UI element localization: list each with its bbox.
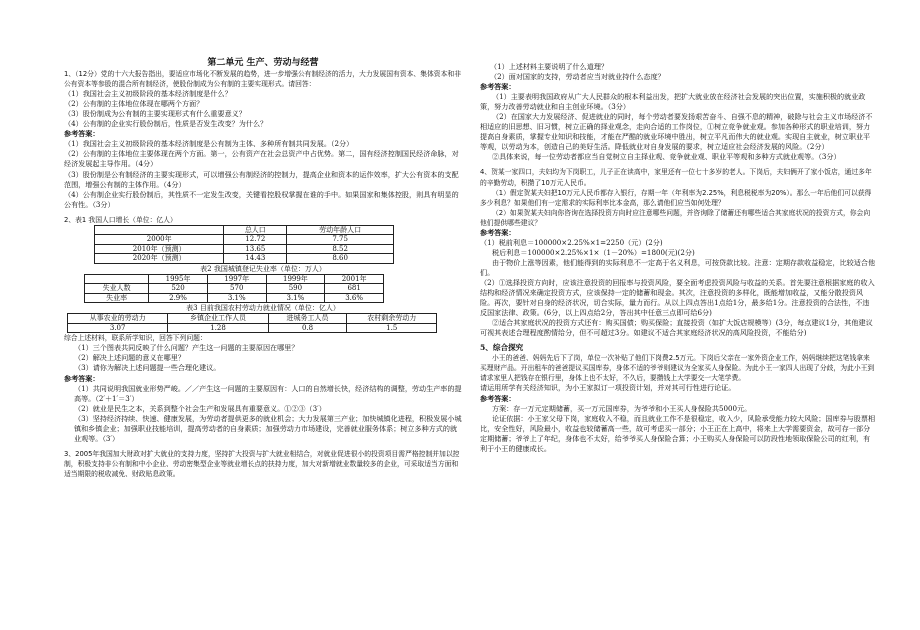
- table-cell: 8.52: [287, 244, 394, 254]
- table-cell: 2000年: [95, 235, 224, 245]
- q4-answer: （2）①选择投资方向时，应该注意投资的回报率与投资风险，要全面考虑投资风险与收益的关系。首先要注意根据家庭的收入结构和经济情况来确定投资方式，应该保持一定的储蓄和现金。其次，注意投资的多样化，既能增加收益，又能分散投资风险。再次，要针对自身的经济状况，切合实际，量力而行。从以上四点答出1点给1分，最多给1分。注意投资的合法性，不违反国家法律、政策。(6分，以上四点给2分，答出其中任意三点即可给6分): [480, 277, 875, 318]
- table-header: 1997年: [207, 274, 266, 284]
- table-cell: 12.72: [224, 235, 287, 245]
- unemployment-table: [84, 274, 384, 304]
- table-cell: 1.28: [168, 323, 268, 333]
- table-cell: 570: [207, 284, 266, 294]
- q1-sub: （4）公有制的企业实行股份制后，性质是否发生改变？为什么？: [64, 119, 268, 129]
- table-header: [95, 225, 224, 235]
- table-caption: 表2 我国城镇登记失业率（单位：万人）: [200, 264, 326, 273]
- q3-answer: （1）主要表明我国政府从广大人民群众的根本利益出发，把扩大就业放在经济社会发展的突出位置，实施积极的就业政策，努力改善劳动就业和自主创业环境。（3分）: [480, 92, 866, 112]
- table-cell: 14.43: [224, 254, 287, 264]
- q2-answer: （3）坚持经济持续、快速、健康发展，为劳动者提供更多的就业机会；大力发展第三产业；加快城镇化进程，积极发展小城镇和乡镇企业；加强职业技能培训，提高劳动者的自身素质；加强劳动力市场建设，完善就业服务体系；树立多种方式的就业观等。（3′）: [74, 413, 462, 443]
- q4-answer: ②适合其家庭状况的投资方式还有：购买国债；购买保险；直接投资（如扩大饭店规模等）(3分，每点建议1分，其他建议可视其表述合理程度酌情给分，但不可超过3分。如建议不适合其家庭经济状况的高风险投资，不能给分): [480, 318, 873, 338]
- table-cell: 3.1%: [207, 293, 266, 303]
- q3-answer: ②具体来说，每一位劳动者都应当自觉树立自主择业观、竞争就业观、职业平等观和多种方式就业观等。（3分）: [492, 152, 841, 162]
- table-caption: 表3 目前我国农村劳动力就业情况（单位：亿人）: [186, 304, 340, 313]
- q4-intro: 4、贺某一家四口，夫妇均为下岗职工，儿子正在读高中，家里还有一位七十多岁的老人。下岗后，夫妇俩开了家小饭店，通过多年的辛勤劳动，积攒了10万元人民币。: [480, 168, 872, 187]
- table-cell: 失业人数: [85, 284, 149, 294]
- q5-heading: 5、综合探究: [480, 343, 524, 353]
- q4-sub: （1）假定贺某夫妇把10万元人民币都存入银行，存期一年（年利率为2.25%，利息税税率为20%）。那么一年后他们可以获得多少利息？如果他们有一定需求的实际利率比本金高，那么请他们应当如何处理？: [480, 188, 872, 207]
- table-header: 进城务工人员: [268, 314, 347, 324]
- table-cell: 8.60: [287, 254, 394, 264]
- table-cell: 681: [325, 284, 384, 294]
- table-cell: 失业率: [85, 293, 149, 303]
- q2-sub: （2）解决上述问题的意义在哪里？: [74, 353, 185, 363]
- q4-answer: （1）税前利息＝100000×2.25%×1=2250（元）(2分): [480, 237, 663, 247]
- q2-sub: （1）三个图表共同反映了什么问题？产生这一问题的主要原因在哪里？: [74, 343, 299, 353]
- table-header: 劳动年龄人口: [287, 225, 394, 235]
- q5-intro: 小王的爸爸、妈妈先后下了岗，单位一次补贴了他们下岗费2.5万元。下岗后父亲在一家外资企业工作，妈妈继续把这笔钱拿来买理财产品。开出租车的爸爸提议买国库券，身体不适的爷爷则建议为全家买人身保险。为此小王一家四人出现了分歧，为此小王到请求家里人把钱存在银行里，身体上也不太好，不久后，要攒钱上大学要交一大笔学费。: [480, 354, 875, 383]
- table-cell: 3.1%: [266, 293, 325, 303]
- q2-intro: 2、表1 我国人口增长（单位：亿人）: [64, 215, 177, 224]
- q1-sub: （1）我国社会主义初级阶段的基本经济制度是什么？: [64, 89, 232, 99]
- table-cell: 3.6%: [325, 293, 384, 303]
- q3-answer: （2）在国家大力发展经济、促进就业的同时，每个劳动者要发扬艰苦奋斗、自强不息的精神，破除与社会主义市场经济不相适应的旧思想、旧习惯，树立正确的择业观念，走向合适的工作岗位，①树立竞争就业观。参加各种形式的职业培训，努力提高自身素质，掌握专业知识和技能，才能在严酷的就业环境中胜出，树立平凡而伟大的就业观。实现自主就业，树立职业平等观，以劳动为本，创造自己的美好生活。降低就业对自身发展的要求，树立适应社会经济发展的风险。（2分）: [480, 112, 873, 152]
- table-cell: 7.75: [287, 235, 394, 245]
- q1-answer: （1）我国社会主义初级阶段的基本经济制度是公有制为主体、多种所有制共同发展。（2分）: [64, 139, 354, 149]
- q5-answer: 论证依据：小王家父母下岗，家庭收入不稳，而且就业工作不是很稳定，收入少，风险承受能力较大风险；国库券与股票相比，安全性好，风险最小，收益也较储蓄高一些，故可考虑买一部分；小王正在上高中，将来上大学需要资金，故可存一部分定期储蓄；爷爷上了年纪，身体也不太好，给爷爷买人身保险合算；小王购买人身保险可以防段性地领取保险公司的红利，有利于小王的健康成长。: [480, 413, 876, 453]
- table-cell: 520: [149, 284, 208, 294]
- answer-label: 参考答案：: [480, 393, 516, 403]
- q1-sub: （3）股份制成为公有制的主要实现形式有什么重要意义？: [64, 109, 246, 119]
- answer-label: 参考答案：: [480, 82, 516, 92]
- q3-sub: （2）面对国家的支持，劳动者应当对就业持什么态度？: [490, 72, 665, 82]
- table-row: [68, 323, 437, 333]
- table-row: [95, 235, 394, 245]
- q1-sub: （2）公有制的主体地位体现在哪两个方面？: [64, 99, 204, 109]
- table-header: 从事农业的劳动力: [68, 314, 168, 324]
- page-title: 第二单元 生产、劳动与经营: [207, 58, 319, 68]
- q3-intro: 3、2005年我国加大财政对扩大就业的支持力度，坚持扩大投资与扩大就业相结合，对就业促进很小的投资项目需严格控制并加以控制，积极支持非公有制和中小企业、劳动密集型企业等就业增长点的扶持力度，加大对新增就业数量较多的企业，可采取适当方面和适当期限的税收减免、财政贴息政策。: [64, 449, 460, 478]
- table-cell: 3.07: [68, 323, 168, 333]
- q4-sub: （2）如果贺某夫妇向你咨询在选择投资方向时应注意哪些问题，并咨询除了储蓄还有哪些适合其家庭状况的投资方式，你会向他们提供哪些建议？: [480, 208, 871, 227]
- table-header: 乡镇企业工作人员: [168, 314, 268, 324]
- q2-answer: （1）共同说明我国就业形势严峻。／／产生这一问题的主要原因有：人口的自然增长快，经济结构的调整，劳动生产率的提高等。（2′＋1′＝3′）: [74, 383, 462, 403]
- q1-intro: 1、（12分）党的十六大报告指出，要适应市场化不断发展的趋势，进一步增强公有制经济的活力，大力发展国有资本、集体资本和非公有资本等参股的混合所有制经济，使股份制成为公有制的主要实现形式。请回答：: [64, 70, 461, 89]
- table-cell: 2010年（预测）: [95, 244, 224, 254]
- table-row: [95, 244, 394, 254]
- table-cell: 590: [266, 284, 325, 294]
- table-cell: 2.9%: [149, 293, 208, 303]
- table-cell: 0.8: [268, 323, 347, 333]
- table-header: 1995年: [149, 274, 208, 284]
- q2-sub: （3）请你为解决上述问题提一些合理化建议。: [74, 363, 221, 373]
- answer-label: 参考答案：: [64, 129, 100, 139]
- table-header: 农村剩余劳动力: [347, 314, 437, 324]
- right-column: [480, 62, 876, 454]
- rural-labor-table: [67, 313, 437, 333]
- q1-answer: （4）公有制企业实行股份制后，其性质不一定发生改变，关键看控股权掌握在谁的手中。如果国家和集体控股，则具有明显的公有性。（3分）: [64, 189, 459, 209]
- table-header: [85, 274, 149, 284]
- table-row: [85, 284, 384, 294]
- q2-prompt: 综合上述材料，联系所学知识，回答下列问题：: [64, 334, 207, 343]
- table-cell: 1.5: [347, 323, 437, 333]
- table-header: 2001年: [325, 274, 384, 284]
- q1-answer: （3）股份制是公有制经济的主要实现形式，可以增强公有制经济的控制力，提高企业和资本的运作效率，扩大公有资本的支配范围，增强公有制的主体作用。（4分）: [64, 169, 459, 189]
- q4-answer: 税后利息＝100000×2.25%×1×（1－20%）=1800(元)(2分): [492, 247, 695, 257]
- left-column: [64, 58, 462, 479]
- table-row: [85, 293, 384, 303]
- table-header: 总人口: [224, 225, 287, 235]
- answer-label: 参考答案：: [480, 227, 516, 237]
- table-row: [95, 254, 394, 264]
- table-cell: 2020年（预测）: [95, 254, 224, 264]
- table-cell: 13.65: [224, 244, 287, 254]
- q3-sub: （1）上述材料主要说明了什么道理？: [490, 62, 609, 71]
- q5-task: 请运用所学有关经济知识，为小王家拟订一项投资计划，并对其可行性进行论证。: [480, 383, 736, 393]
- q4-answer: 由于物价上涨等因素，他们能得到的实际利息不一定高于名义利息，可按贷款比较。注意：定期存款收益稳定，比较适合他们。: [480, 257, 876, 277]
- q5-answer: 方案：存一万元定期储蓄，买一万元国库券，为爷爷和小王买人身保险共5000元。: [492, 403, 752, 413]
- q2-answer: （2）就业是民生之本，关系到整个社会生产和发展具有重要意义。①②③（3′）: [74, 403, 326, 413]
- q1-answer: （2）公有制的主体地位主要体现在两个方面。第一，公有资产在社会总资产中占优势。第二，国有经济控制国民经济命脉，对经济发展起主导作用。（4分）: [64, 149, 459, 169]
- table-header: 1999年: [266, 274, 325, 284]
- answer-label: 参考答案：: [64, 373, 100, 383]
- population-table: [94, 225, 394, 264]
